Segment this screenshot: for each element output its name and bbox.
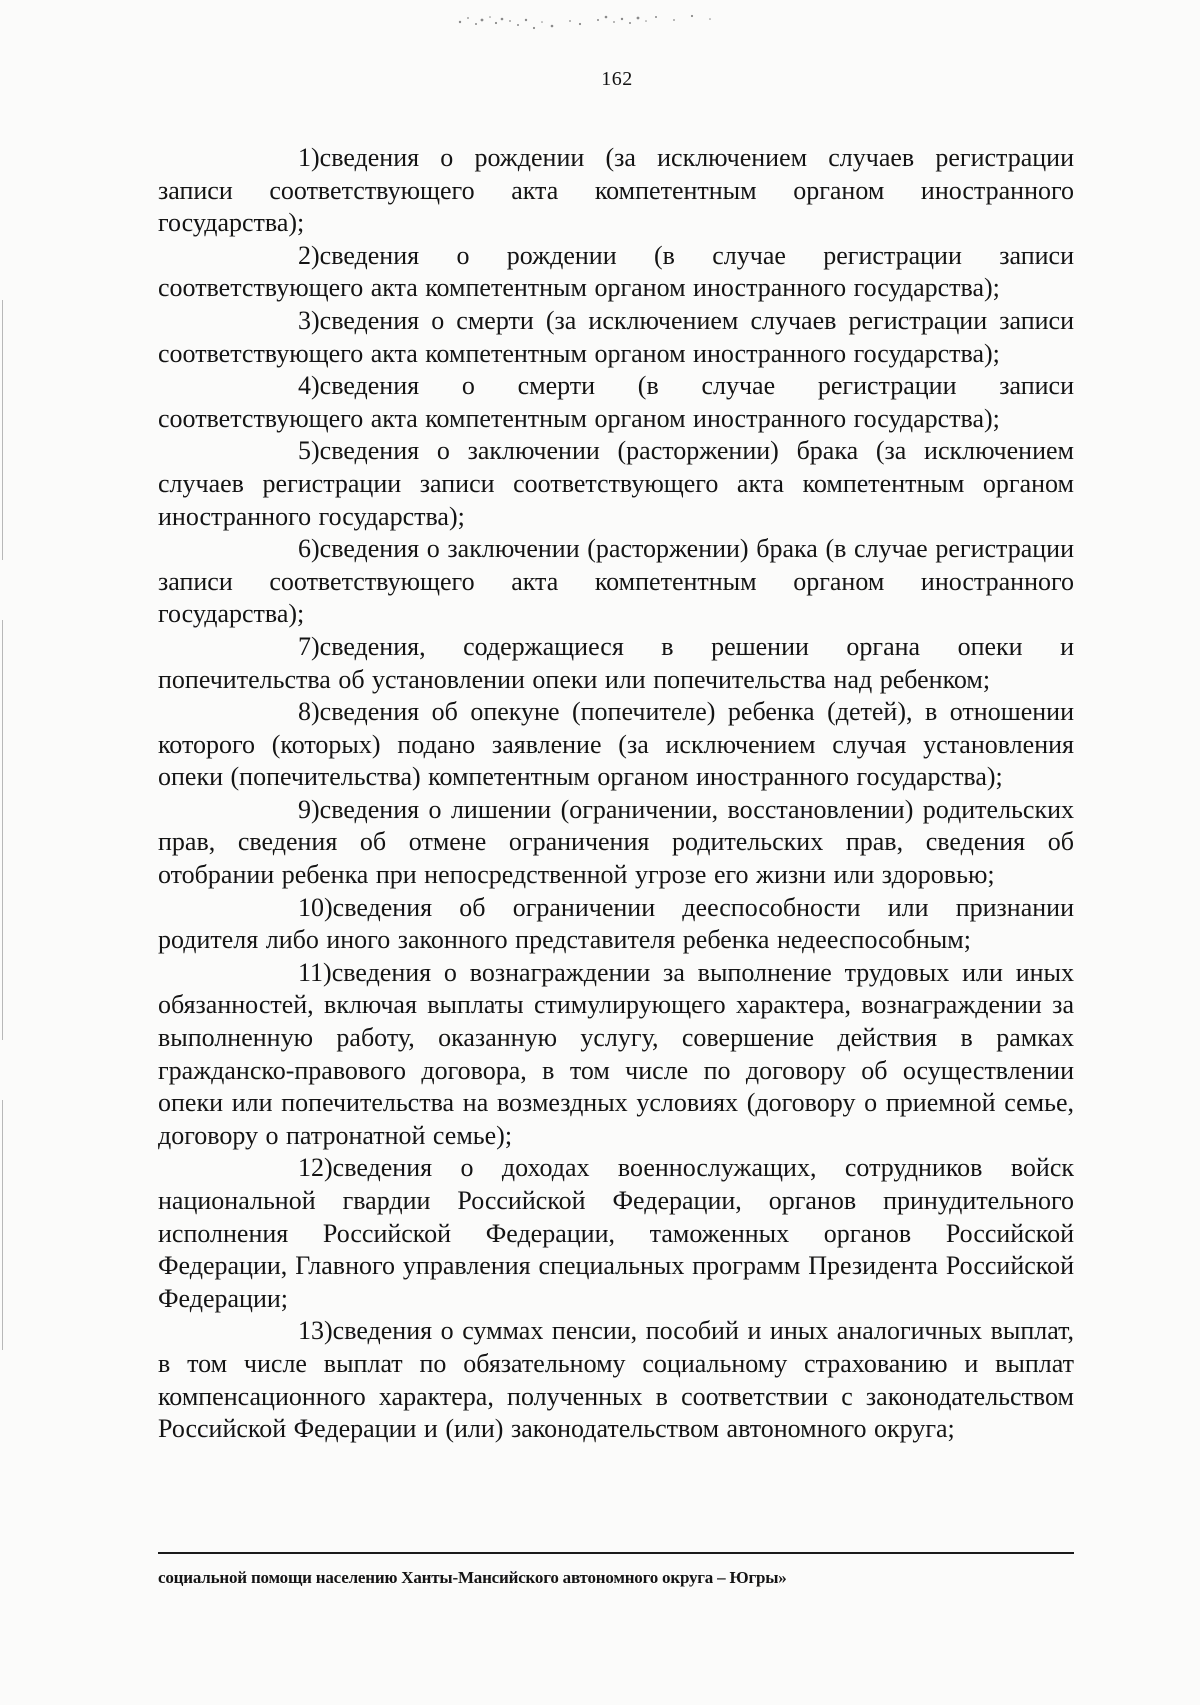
document-body — [158, 142, 1074, 1446]
page-number: 162 — [601, 68, 633, 90]
list-item — [158, 696, 1074, 794]
list-item — [158, 370, 1074, 435]
item-number: 5) — [298, 436, 320, 466]
item-text: сведения о вознаграждении за выполнение трудовых или иных обязанностей, включая выплаты стимулирующего характера, вознаграждении за выполненную работу, оказанную услугу, совершение действия в рамках гражданско-правового договора, в том числе по договору об осуществлении опеки или попечительства на возмездных условиях (договору о приемной семье, договору о патронатной семье); — [158, 957, 1074, 1150]
item-number: 3) — [298, 305, 320, 335]
item-number: 9) — [298, 794, 320, 824]
item-number: 6) — [298, 534, 320, 564]
list-item — [158, 631, 1074, 696]
item-number: 1) — [298, 143, 320, 172]
item-text: сведения о лишении (ограничении, восстановлении) родительских прав, сведения об отмене ограничения родительских прав, сведения об отобрании ребенка при непосредственной угрозе его жизни или здоровью; — [158, 794, 1074, 890]
item-text: сведения о доходах военнослужащих, сотрудников войск национальной гвардии Российской Федерации, органов принудительного исполнения Российской Федерации, таможенных органов Российской Федерации, Главного управления специальных программ Президента Российской Федерации; — [158, 1153, 1074, 1313]
list-item — [158, 533, 1074, 631]
item-text: сведения о суммах пенсии, пособий и иных аналогичных выплат, в том числе выплат по обязательному социальному страхованию и выплат компенсационного характера, полученных в соответствии с законодательством Российской Федерации и (или) законодательством автономного округа; — [158, 1316, 1074, 1444]
list-item — [158, 1315, 1074, 1445]
list-item — [158, 892, 1074, 957]
item-number: 11) — [298, 957, 332, 987]
list-item — [158, 794, 1074, 892]
item-number: 13) — [298, 1316, 333, 1346]
list-item — [158, 305, 1074, 370]
scan-edge-mark — [2, 620, 3, 1040]
item-text: сведения о смерти (за исключением случаев регистрации записи соответствующего акта компетентным органом иностранного государства); — [158, 305, 1074, 368]
item-text: сведения о рождении (за исключением случаев регистрации записи соответствующего акта компетентным органом иностранного государства); — [158, 143, 1074, 238]
item-number: 7) — [298, 631, 320, 661]
scan-edge-mark — [2, 300, 3, 560]
list-item — [158, 240, 1074, 305]
footnote-divider — [158, 1552, 1074, 1554]
item-number: 8) — [298, 697, 320, 727]
scan-edge-mark — [2, 1100, 3, 1350]
item-text: сведения об ограничении дееспособности или признании родителя либо иного законного представителя ребенка недееспособным; — [158, 892, 1074, 955]
footnote-text: социальной помощи населению Ханты-Мансийского автономного округа – Югры» — [158, 1568, 787, 1587]
list-item — [158, 1152, 1074, 1315]
item-text: сведения о заключении (расторжении) брака (в случае регистрации записи соответствующего акта компетентным органом иностранного государства); — [158, 534, 1074, 629]
item-text: сведения о заключении (расторжении) брака (за исключением случаев регистрации записи соответствующего акта компетентным органом иностранного государства); — [158, 436, 1074, 531]
list-item — [158, 957, 1074, 1153]
item-text: сведения об опекуне (попечителе) ребенка (детей), в отношении которого (которых) подано заявление (за исключением случая установления опеки (попечительства) компетентным органом иностранного государства); — [158, 697, 1074, 792]
item-text: сведения, содержащиеся в решении органа опеки и попечительства об установлении опеки или попечительства над ребенком; — [158, 631, 1074, 694]
item-text: сведения о смерти (в случае регистрации записи соответствующего акта компетентным органом иностранного государства); — [158, 371, 1074, 433]
item-number: 2) — [298, 240, 320, 270]
list-item — [158, 142, 1074, 240]
scan-artifact — [430, 8, 760, 36]
item-number: 10) — [298, 892, 333, 922]
item-text: сведения о рождении (в случае регистрации записи соответствующего акта компетентным органом иностранного государства); — [158, 240, 1074, 303]
item-number: 4) — [298, 371, 320, 401]
list-item — [158, 435, 1074, 533]
item-number: 12) — [298, 1153, 333, 1183]
